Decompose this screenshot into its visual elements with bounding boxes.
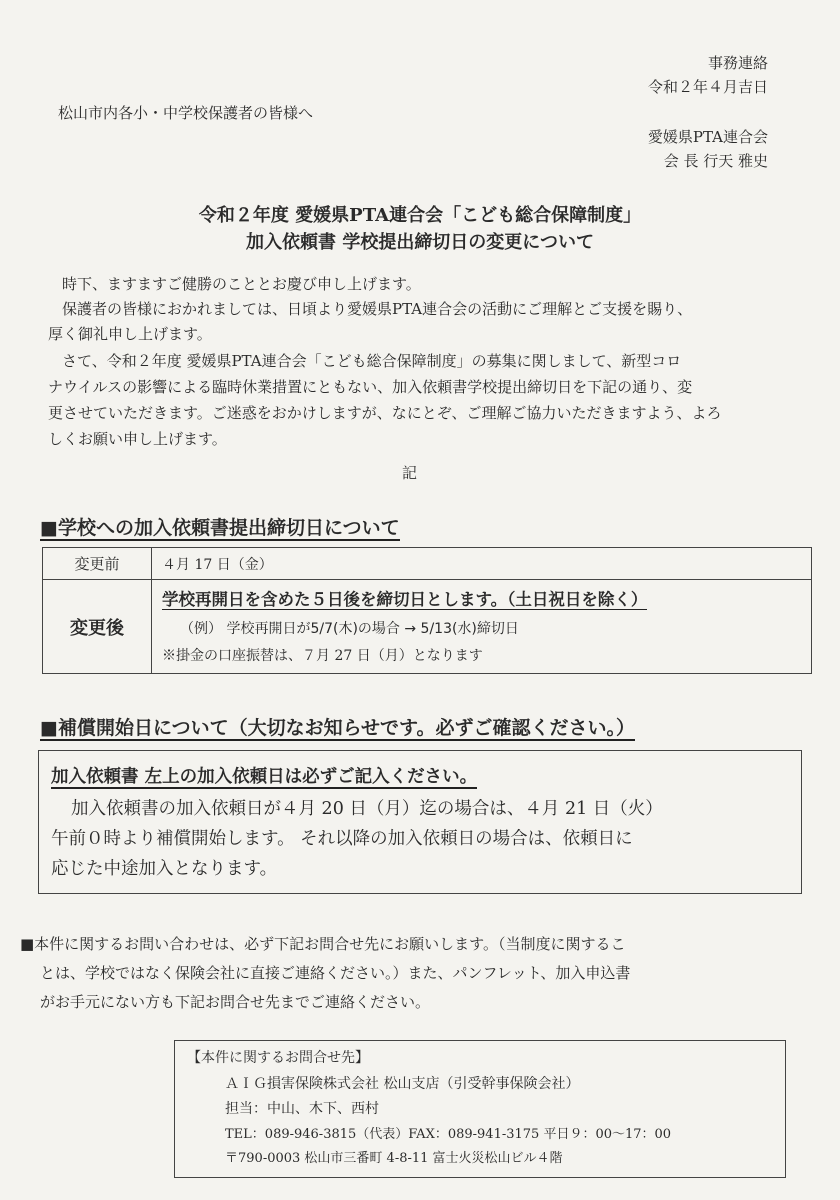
coverage-notice-box <box>38 750 802 894</box>
inquiry-line: がお手元にない方も下記お問合せ先までご連絡ください。 <box>40 993 431 1011</box>
table-row-after <box>43 580 812 674</box>
section1-heading <box>40 513 400 540</box>
coverage-line: 加入依頼書の加入依頼日が４月 20 日（月）迄の場合は、４月 21 日（火） <box>71 799 663 819</box>
table-row-before <box>43 548 812 580</box>
section1-heading-text: ■学校への加入依頼書提出締切日について <box>40 517 400 539</box>
document-title-line1: 令和２年度 愛媛県PTA連合会「こども総合保障制度」 <box>198 205 642 226</box>
coverage-box-title-text: 加入依頼書 左上の加入依頼日は必ずご記入ください。 <box>51 767 478 787</box>
recipient: 松山市内各小・中学校保護者の皆様へ <box>58 104 314 122</box>
body-line: 時下、ますますご健勝のこととお慶び申し上げます。 <box>62 275 421 293</box>
after-example: （例） 学校再開日が5/7(木)の場合 → 5/13(水)締切日 <box>180 620 519 637</box>
sender-name: 会 長 行天 雅史 <box>663 152 768 170</box>
section2-heading <box>40 713 635 740</box>
body-line: しくお願い申し上げます。 <box>48 430 227 448</box>
contact-staff: 担当：中山、木下、西村 <box>225 1101 379 1117</box>
notice-type: 事務連絡 <box>707 54 768 72</box>
body-line: さて、令和２年度 愛媛県PTA連合会「こども総合保障制度」の募集に関しまして、新型コロ <box>62 352 682 370</box>
body-line: 保護者の皆様におかれましては、日頃より愛媛県PTA連合会の活動にご理解とご支援を賜り、 <box>62 300 693 318</box>
section2-heading-text: ■補償開始日について（大切なお知らせです。必ずご確認ください。） <box>40 717 635 739</box>
coverage-box-title <box>51 763 477 788</box>
contact-address: 〒790-0003 松山市三番町 4-8-11 富士火災松山ビル４階 <box>225 1151 563 1166</box>
ki-label: 記 <box>402 464 418 482</box>
contact-box <box>174 1040 786 1178</box>
before-value: ４月 17 日（金） <box>152 548 812 580</box>
contact-company: ＡＩＧ損害保険株式会社 松山支店（引受幹事保険会社） <box>225 1076 580 1092</box>
after-label: 変更後 <box>43 580 152 674</box>
after-note: ※掛金の口座振替は、７月 27 日（月）となります <box>162 647 483 664</box>
contact-heading: 【本件に関するお問合せ先】 <box>187 1050 369 1066</box>
after-main-text: 学校再開日を含めた５日後を締切日とします。（土日祝日を除く） <box>162 589 648 609</box>
body-line: 厚く御礼申し上げます。 <box>48 325 212 343</box>
before-label: 変更前 <box>43 548 152 580</box>
inquiry-line: ■本件に関するお問い合わせは、必ず下記お問合せ先にお願いします。（当制度に関するこ <box>20 935 626 953</box>
deadline-table <box>42 547 812 674</box>
after-main-rule <box>162 585 801 615</box>
document-title-line2: 加入依頼書 学校提出締切日の変更について <box>246 232 594 253</box>
coverage-line: 応じた中途加入となります。 <box>51 859 278 879</box>
inquiry-line: とは、学校ではなく保険会社に直接ご連絡ください。）また、パンフレット、加入申込書 <box>40 964 631 982</box>
sender-org: 愛媛県PTA連合会 <box>647 128 768 146</box>
body-line: 更させていただきます。ご迷惑をおかけしますが、なにとぞ、ご理解ご協力いただきますよう、よろ <box>48 404 722 422</box>
contact-phone: TEL：089-946-3815（代表）FAX：089-941-3175 平日９：00～17：00 <box>225 1127 672 1142</box>
issue-date: 令和２年４月吉日 <box>647 78 768 96</box>
coverage-line: 午前０時より補償開始します。 それ以降の加入依頼日の場合は、依頼日に <box>51 829 633 849</box>
body-line: ナウイルスの影響による臨時休業措置にともない、加入依頼書学校提出締切日を下記の通り、変 <box>48 378 693 396</box>
